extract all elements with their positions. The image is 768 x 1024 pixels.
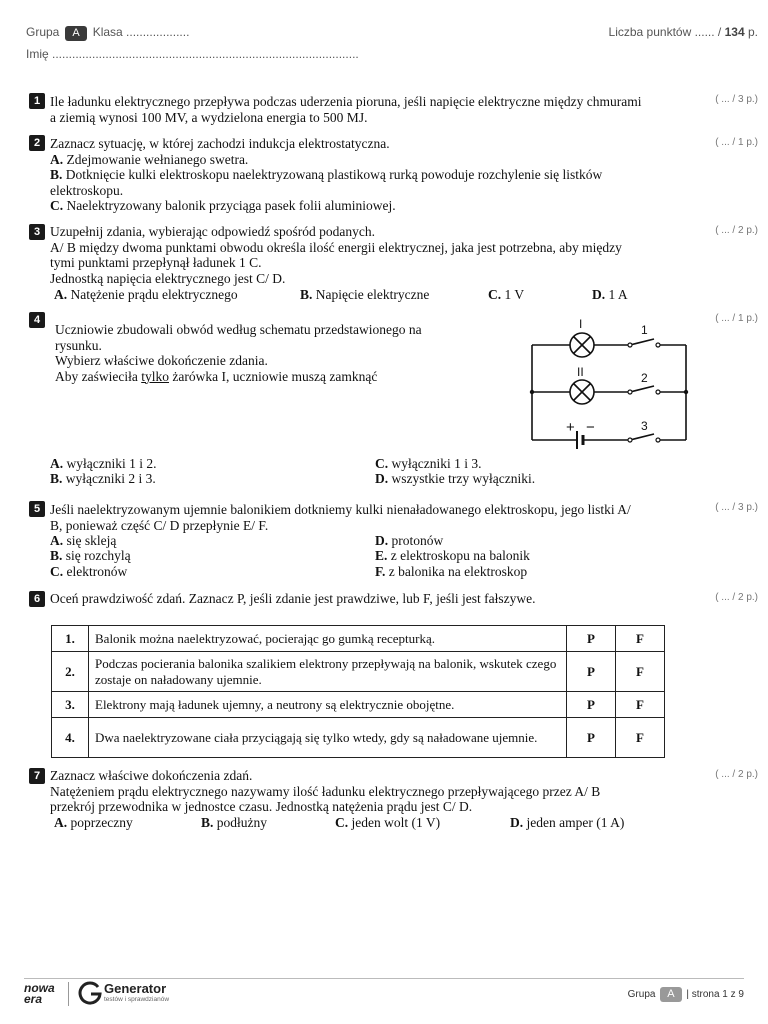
- header-group: [26, 25, 189, 41]
- switch-label: 2: [641, 371, 648, 385]
- text-line: Uzupełnij zdania, wybierając odpowiedź spośród podanych.: [50, 224, 376, 239]
- logo-divider: [68, 982, 69, 1006]
- text-line: a ziemią wynosi 100 MV, a wydzielona energia to 500 MJ.: [50, 109, 368, 125]
- switch-icon: [630, 434, 654, 440]
- answer-option-b[interactable]: B. wyłączniki 2 i 3.: [50, 471, 156, 486]
- switch-label: 3: [641, 419, 648, 433]
- question-2-text: [50, 136, 700, 214]
- switch-icon: [630, 339, 654, 345]
- generator-logo-icon: [78, 981, 102, 1005]
- row-number: 2.: [52, 652, 89, 692]
- answer-option-a[interactable]: A. się skleją: [50, 533, 117, 548]
- answer-option-d[interactable]: D. wszystkie trzy wyłączniki.: [375, 471, 536, 486]
- row-number: 3.: [52, 692, 89, 718]
- text-line: A/ B między dwoma punktami obwodu określa ilość energii elektrycznej, jaka jest potrzebna, aby między: [50, 239, 622, 255]
- page-info: [628, 987, 744, 1002]
- question-number: 5: [29, 501, 45, 517]
- question-number: 1: [29, 93, 45, 109]
- question-points: ( ... / 2 p.): [715, 592, 758, 603]
- text-line: Zaznacz właściwe dokończenia zdań.: [50, 768, 253, 783]
- answer-option-d[interactable]: D. 1 A: [592, 287, 628, 302]
- question-points: ( ... / 2 p.): [715, 225, 758, 236]
- text-line: Natężeniem prądu elektrycznego nazywamy ilość ładunku elektrycznego przepływającego przez A/ B: [50, 783, 601, 799]
- question-points: ( ... / 3 p.): [715, 502, 758, 513]
- row-statement: Elektrony mają ładunek ujemny, a neutrony są elektrycznie obojętne.: [89, 692, 567, 718]
- table-row: [52, 626, 665, 652]
- question-4-text: [55, 322, 475, 384]
- text-line: Jeśli naelektryzowanym ujemnie balonikiem dotkniemy kulki nienaładowanego elektroskopu, jego listki A/: [50, 502, 631, 517]
- text-line: Uczniowie zbudowali obwód według schematu przedstawionego na: [55, 322, 422, 337]
- text-line: B, ponieważ część C/ D przepłynie E/ F.: [50, 517, 269, 533]
- points-summary: [609, 25, 758, 39]
- question-7-text: [50, 768, 700, 815]
- table-row: [52, 692, 665, 718]
- points-total: 134: [724, 25, 745, 39]
- row-number: 1.: [52, 626, 89, 652]
- answer-option-c[interactable]: C. jeden wolt (1 V): [335, 815, 441, 830]
- question-5-text: [50, 502, 700, 533]
- true-false-table: [51, 625, 665, 758]
- answer-option-c[interactable]: C. Naelektryzowany balonik przyciąga pasek folii aluminiowej.: [50, 198, 396, 213]
- answer-option-b[interactable]: B. podłużny: [201, 815, 268, 830]
- true-option[interactable]: P: [567, 692, 616, 718]
- name-field[interactable]: Imię ............................................................................................: [26, 47, 359, 61]
- answer-option-a[interactable]: A. Natężenie prądu elektrycznego: [54, 287, 238, 302]
- generator-brand: Generator testów i sprawdzianów: [104, 981, 170, 1003]
- true-option[interactable]: P: [567, 718, 616, 758]
- question-number: 2: [29, 135, 45, 151]
- footer-group-label: Grupa: [627, 989, 656, 1000]
- question-points: ( ... / 1 p.): [715, 137, 758, 148]
- text-line: Wybierz właściwe dokończenie zdania.: [55, 353, 268, 368]
- row-statement: Podczas pocierania balonika szalikiem elektrony przepływają na balonik, wskutek czego zostaje on naładowany ujemnie.: [89, 652, 567, 692]
- footer-group-badge: A: [660, 987, 681, 1002]
- answer-option-c[interactable]: C. 1 V: [488, 287, 525, 302]
- row-statement: Balonik można naelektryzować, pocierając go gumką recepturką.: [89, 626, 567, 652]
- group-label: Grupa: [26, 25, 60, 39]
- question-prompt: Zaznacz sytuację, w której zachodzi indukcja elektrostatyczna.: [50, 136, 390, 151]
- question-3-text: [50, 224, 700, 286]
- answer-option-c[interactable]: C. wyłączniki 1 i 3.: [375, 456, 482, 471]
- answer-option-b[interactable]: B. się rozchylą: [50, 548, 131, 563]
- question-points: ( ... / 1 p.): [715, 313, 758, 324]
- false-option[interactable]: F: [616, 718, 665, 758]
- text-line: tymi punktami przepłynął ładunek 1 C.: [50, 255, 262, 270]
- row-statement: Dwa naelektryzowane ciała przyciągają się tylko wtedy, gdy są naładowane ujemnie.: [89, 718, 567, 758]
- battery-minus: −: [586, 419, 595, 436]
- answer-option-a[interactable]: A. wyłączniki 1 i 2.: [50, 456, 157, 471]
- question-number: 4: [29, 312, 45, 328]
- false-option[interactable]: F: [616, 626, 665, 652]
- true-option[interactable]: P: [567, 626, 616, 652]
- points-suffix: p.: [747, 25, 758, 39]
- text-line: rysunku.: [55, 337, 102, 353]
- row-number: 4.: [52, 718, 89, 758]
- table-row: [52, 652, 665, 692]
- question-points: ( ... / 3 p.): [715, 94, 758, 105]
- question-number: 6: [29, 591, 45, 607]
- switch-icon: [630, 386, 654, 392]
- answer-option-d[interactable]: D. jeden amper (1 A): [510, 815, 625, 830]
- text-line: przekrój przewodnika w jednostce czasu. Jednostką natężenia prądu jest C/ D.: [50, 799, 473, 814]
- question-prompt: Oceń prawdziwość zdań. Zaznacz P, jeśli zdanie jest prawdziwe, lub F, jeśli jest fałszywe.: [50, 591, 536, 606]
- text-line: Ile ładunku elektrycznego przepływa podczas uderzenia pioruna, jeśli napięcie elektryczne między chmurami: [50, 94, 642, 109]
- table-row: [52, 718, 665, 758]
- answer-option-c[interactable]: C. elektronów: [50, 564, 128, 579]
- false-option[interactable]: F: [616, 692, 665, 718]
- bulb-label: II: [577, 365, 584, 379]
- class-field[interactable]: Klasa ...................: [92, 25, 190, 39]
- answer-option-f[interactable]: F. z balonika na elektroskop: [375, 564, 528, 579]
- circuit-diagram: [520, 315, 700, 455]
- answer-option-a[interactable]: A. Zdejmowanie wełnianego swetra.: [50, 151, 249, 167]
- true-option[interactable]: P: [567, 652, 616, 692]
- question-number: 7: [29, 768, 45, 784]
- text-line: Aby zaświeciła tylko żarówka I, uczniowie muszą zamknąć: [55, 368, 378, 384]
- bulb-label: I: [579, 317, 583, 331]
- nowa-era-logo: nowa era: [24, 981, 55, 1006]
- question-points: ( ... / 2 p.): [715, 769, 758, 780]
- answer-option-b-cont: elektroskopu.: [50, 182, 124, 198]
- answer-option-b[interactable]: B. Dotknięcie kulki elektroskopu naelektryzowaną plastikową rurką powoduje rozchylenie się listków: [50, 167, 603, 182]
- question-1-text: [50, 94, 700, 125]
- question-number: 3: [29, 224, 45, 240]
- answer-option-e[interactable]: E. z elektroskopu na balonik: [375, 548, 530, 563]
- footer-divider: [24, 978, 744, 979]
- false-option[interactable]: F: [616, 652, 665, 692]
- battery-plus: +: [566, 419, 575, 436]
- answer-option-a[interactable]: A. poprzeczny: [54, 815, 133, 830]
- group-badge: A: [65, 26, 86, 41]
- answer-option-d[interactable]: D. protonów: [375, 533, 444, 548]
- answer-option-b[interactable]: B. Napięcie elektryczne: [300, 287, 430, 302]
- switch-label: 1: [641, 323, 648, 337]
- points-label: Liczba punktów ...... /: [608, 25, 722, 39]
- page-number: | strona 1 z 9: [686, 989, 744, 1000]
- text-line: Jednostką napięcia elektrycznego jest C/ D.: [50, 270, 286, 286]
